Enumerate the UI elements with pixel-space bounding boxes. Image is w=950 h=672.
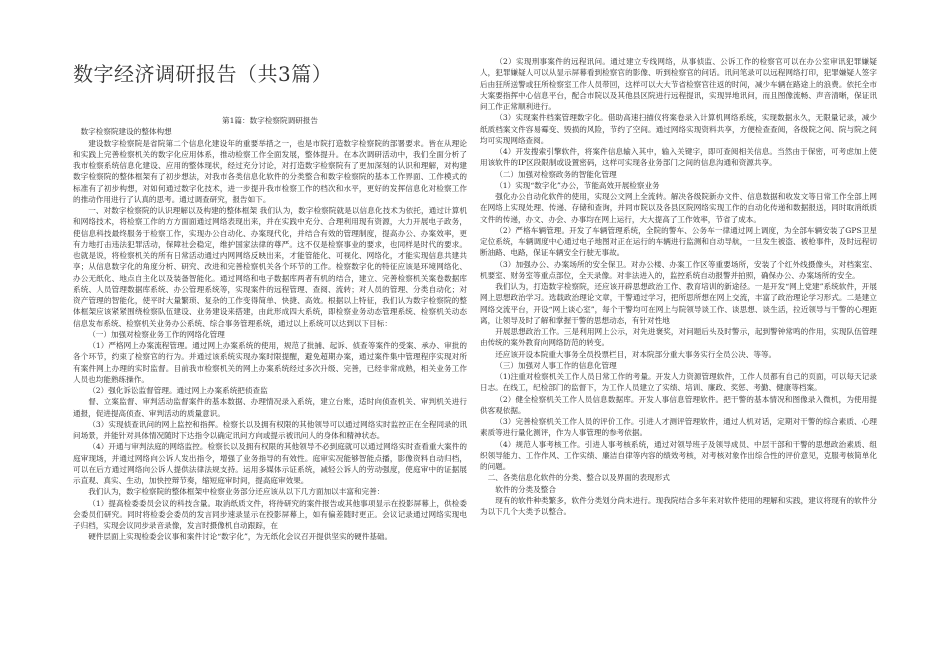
right-paragraph: （2）实现刑事案件的远程讯问。通过建立专线网络，从事侦监、公诉工作的检察官可以在办公室审讯犯罪嫌疑人，犯罪嫌疑人可以从显示屏幕看到检察官的影像、听到检察官的问话。讯问笔录可以远程网络打印，犯罪嫌疑人签字后由狂所送警或狂所检察室工作人员带回，这样可以大大节省检察官往返的时间，减少车辆在路途上的浪费。依托全市大案要指挥中心信息平台，配合市院以及其他县区院进行远程提讯，实现异地讯问，而且图像流畅、声音清晰，保证讯问工作正常顺利进行。: [480, 57, 877, 111]
left-paragraph: 我们认为，数字检察院的整体框架中检察业务部分还应该从以下几方面加以丰富和完善：: [88, 487, 385, 497]
right-paragraph: （三）加强对人事工作的信息化管理: [495, 360, 617, 370]
right-column-body: [480, 56, 877, 517]
right-paragraph: （1)注重对检察机关工作人员日常工作的考量。开发人力资源管理软件，工作人员都有自己的页面，可以每天记录日志。在线工，纪检部门的监督下，为工作人员建立了实绩、培训、廉政、奖惩、考勤、健康等档案。: [480, 372, 877, 393]
right-paragraph: 现有的软件种类繁多，软件分类划分尚未进行。现我院结合多年来对软件使用的理解和实践，建议将现有的软件分为以下几个大类予以整合。: [480, 495, 877, 516]
right-paragraph: 开展思想政治工作。三是利用网上公示，对先进褒奖，对问题后头及时警示，起到警钟常鸣的作用，实现队伍管理由传统的案外教育向网络防范的转变。: [480, 327, 877, 348]
left-column: [73, 0, 467, 543]
left-paragraph: （1）严格网上办案流程管理。通过网上办案系统的使用，规范了批捕、起诉、侦查等案件的受案、承办、审批的各个环节，约束了检察官的行为。并通过该系统实现办案时限提醒，避免超期办案，通过案件集中管理程序实现对所有案件网上办理的实时监督。目前我市检察机关的网上办案系统经过多次升级、完善，已经非常成熟，相关业务工作人员也均能熟练操作。: [73, 341, 467, 384]
left-paragraph: （一）加强对检察业务工作的网络化管理: [88, 329, 225, 339]
right-paragraph: （2）健全检察机关工作人员信息数据库。开发人事信息管理软件。把干警的基本情况和图像录入微机，为使用提供客观依据。: [480, 394, 877, 415]
left-paragraph: 硬件层面上实现检委会议事和案件讨论“数字化”，为无纸化会议召开提供坚实的硬件基础。: [88, 532, 393, 542]
left-paragraph: （3）实现侦查讯问的网上监控和指挥。检察长以及拥有权限的其他领导可以通过网络实时监控正在全程同录的讯问场景，并能针对具体情况随时下达指令以确定讯问方向或提示被讯问人的身体和精神状态。: [73, 419, 467, 440]
left-paragraph: （4）开通与审判法庭的网络监控。检察长以及拥有权限的其他领导不必到庭就可以通过网络实时查看重大案件的庭审现场，并通过网络向公诉人发出指令，增强了业务指导的有效性。庭审实况能够智能点播，影像资料自动归档，可以在后方通过网络向公诉人提供法律法规支持。运用多媒体示证系统，减轻公诉人的劳动强度，使庭审中的证据展示直观、真实、生动，加快控辩节奏，缩短庭审时间，提高庭审效果。: [73, 442, 467, 485]
right-paragraph: （4）规范人事考核工作。引进人事考核系统，通过对领导班子及领导成员、中层干部和干警的思想政治素质、组织领导能力、工作作风、工作实绩、廉洁自律等内容的绩效考核，对考核对象作出综合性的评价意见，克服考核简单化的问题。: [480, 439, 877, 471]
right-paragraph: 还应该开设本院重大事务全员投票栏目，对本院部分重大事务实行全员公决、等等。: [495, 349, 777, 359]
right-column: [480, 56, 877, 517]
right-paragraph: 我们认为，打造数字检察院，还应该开辟思想政治工作、教育培训的新途径。一是开发“网上党建”系统软件，开展网上思想政治学习。选载政治理论文章，干警通过学习，把所思所想在网上交流，丰富了政治理论学习形式。二是建立网络交流平台，开设“网上谈心室”，每个干警均可在网上与院领导谈工作、谈思想、谈生活，拉近领导与干警的心理距离，让领导及时了解和掌握干警的思想动态，有针对性地: [480, 282, 877, 325]
right-paragraph: 二、各类信息化软件的分类、整合以及界面的表现形式: [487, 473, 670, 483]
left-paragraph: 督、立案监督、审判活动监督案件的基本数据、办理情况录入系统，建立台账，适时向侦查机关、审判机关进行通报，促进提高侦查、审判活动的质量意识。: [73, 397, 467, 418]
right-paragraph: （3）完善检察机关工作人员的评价工作。引进人才测评管理软件，通过人机对话，定期对干警的综合素质、心理素质等进行量化测评，作为人事管理的参考依据。: [480, 417, 877, 438]
document-title: 数字经济调研报告（共3篇）: [73, 62, 333, 86]
left-column-body: [73, 115, 467, 543]
right-paragraph: （二）加强对检察政务的智能化管理: [495, 169, 617, 179]
right-paragraph: 软件的分类及整合: [495, 484, 556, 494]
right-paragraph: （2）严格车辆管理。开发了车辆管理系统，全院的警车、公务车一律通过网上调度，为全部车辆安装了GPS卫星定位系统，车辆调度中心通过电子地图对正在运行的车辆进行监测和自动导航，一旦发生被盗、被枪事件，及时远程切断油路、电路，保证车辆安全行驶无事故。: [480, 225, 877, 258]
right-paragraph: （1）实现“数字化”办公，节能高效开展检察业务: [495, 180, 660, 190]
right-paragraph: （3）实现案件档案管理数字化。借助高速扫描仪将案卷录入计算机网络系统，实现数据永久，无限量记录，减少纸质档案文件容易霉变、毁损的风险，节约了空间。通过网络实现资料共享，方便检查查阅，各级院之间、院与院之间均可实现网络查阅。: [480, 113, 877, 145]
left-paragraph: 建设数字检察院是省院第二个信息化建设年的重要举措之一，也是市院打造数字检察院的部署要求。皆在从理论和实践上完善检察机关的数字化应用体系，推动检察工作全面发展，整体提升。在本次调研活动中，我们全面分析了我市检察系统信息化建设、应用的整体现状，经过充分讨论，对打造数字检察院有了更加深刻的认识和理解，对构建数字检察院的整体框架有了初步想法，对我市各类信息化软件的分类整合和数字检察院的基本工作界面、工作模式的标准有了初步构想，对如何通过数字化技术，进一步提升我市检察工作的档次和水平，更好的发挥信息化对检察工作的推动作用进行了认真的思考。通过调查研究，报告如下。: [73, 138, 467, 204]
left-paragraph: 一、对数字检察院的认识理解以及构建的整体框架 我们认为，数字检察院就是以信息化技术为依托，通过计算机和网络技术，将检察工作的方方面面通过网络表现出来，并在实践中充分、合理利用现有资源，大力开展电子政务，使信息科技最终服务于检察工作，实现办公自动化、办案现代化，并结合有效的管理制度，提高办公、办案效率，更有力地打击违法犯罪活动，保障社会稳定，维护国家法律的尊严。这不仅是检察事业的要求，也同样是时代的要求。也就是说，将检察机关的所有日常活动通过内网网络反映出来，才能管能化、可视化、网络化，才能实现信息共建共享；从信息数字化的角度分析、研究、改进和完善检察机关各个环节的工作。检察数字化的特征应该是环境网络化、办公无纸化、地点自主化以及装备智能化。通过网络和电子数据库两者有机的结合，建立、完善检察机关案卷数据库系统、人员管理数据库系统、办公管理系统等，实现案件的远程管理、查阅、流转；对人员的管理、分类自动化；对资产管理的智能化，使平时大量繁琐、复杂的工作变得简单、快捷、高效。根据以上特征，我们认为数字检察院的整体框架应该紧紧围绕检察队伍建设、业务建设来搭建，由此形成四大系统，即检察业务动态管理系统、检察机关动态信息发布系统、检察机关业务办公系统、综合事务管理系统，通过以上系统可以达到以下目标：: [73, 206, 467, 328]
left-paragraph: 第1篇：数字检察院调研报告: [222, 116, 318, 125]
left-paragraph: （2）强化诉讼监督管理。通过网上办案系统把侦查监: [88, 386, 268, 395]
right-paragraph: 强化办公自动化软件的使用，实现公文网上全流转。解决各级院新办文件、信息数据和收发文等日常工作全部上网在网络上实现处理、传递、存储和查询，并同市院以及各县区院网络实现工作的自动化传递和数据报送，同时取消纸质文件的传递，办文、办会、办事均在网上运行，大大提高了工作效率，节省了成本。: [480, 192, 877, 224]
left-paragraph: 数字检察院建设的整体构想: [80, 127, 172, 137]
right-paragraph: （4）开发搜索引擎软件，将案件信息输入其中，输入关键字，即可查阅相关信息。当然由于保密，可考虑加上使用该软件的IP区段限制或设置密码，这样可实现各业务部门之间的信息沟通和资源共享。: [480, 147, 877, 168]
left-paragraph: （1）提高检委委员会议的科技含量。取消纸质文件，将待研究的案件报告或其他事项显示在投影屏幕上，供检委会委员们研究。同时将检委会委员的发言同步速录显示在投影屏幕上，如有偏差随时更正。会议记录通过网络实现电子归档，实现会议同步录音录像，发言时摄像机自动跟踪，在: [73, 498, 467, 530]
right-paragraph: （3）加强办公、办案场所的安全保卫。对办公楼、办案工作区等重要场所，安装了个红外线摄像头，对档案室、机要室、财务室等重点部位，全天录像。对非法进入的，监控系统自动报警并拍照，确保办公、办案场所的安全。: [480, 259, 877, 280]
